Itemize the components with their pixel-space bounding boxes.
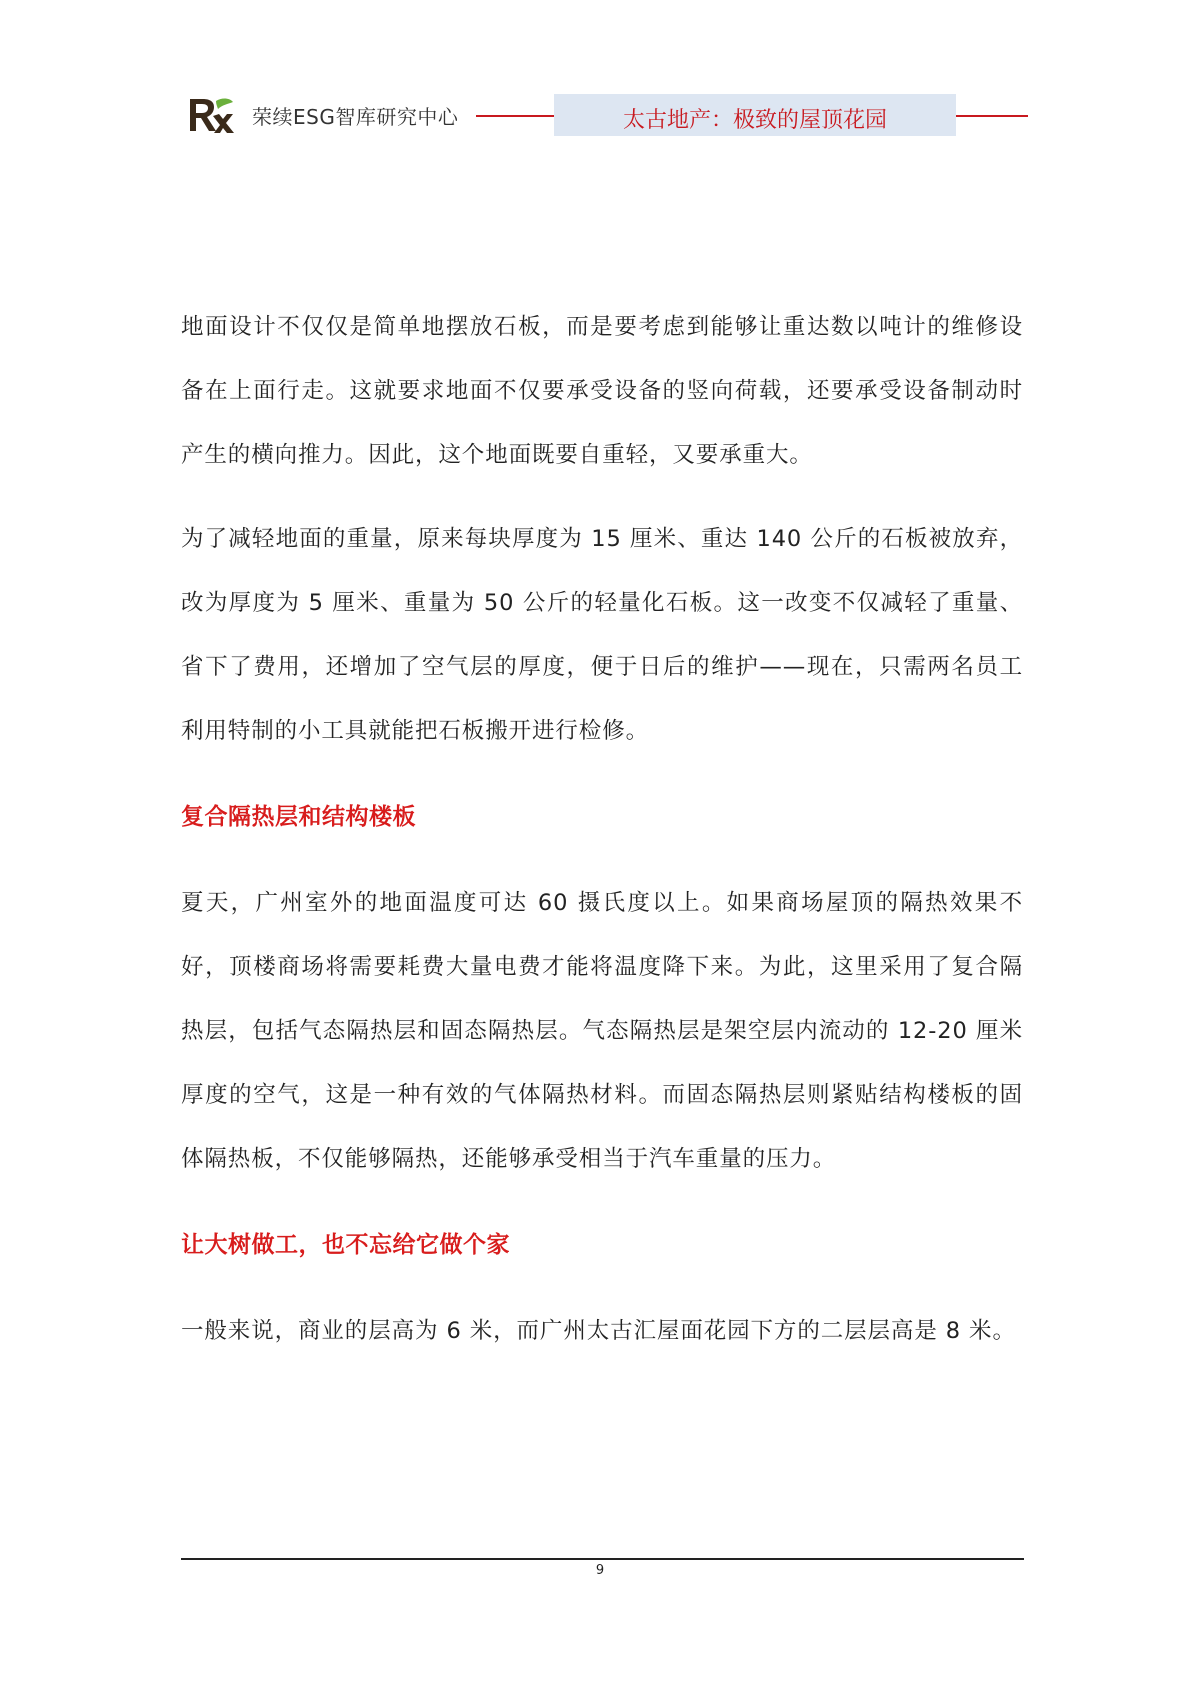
paragraph-2: 为了减轻地面的重量，原来每块厚度为 15 厘米、重达 140 公斤的石板被放弃，改为厚度为 5 厘米、重量为 50 公斤的轻量化石板。这一改变不仅减轻了重量、省下了费用，还增加了空气层的厚度，便于日后的维护——现在，只需两名员工利用特制的小工具就能把石板搬开进行检修。 bbox=[181, 526, 1023, 744]
footer-rule bbox=[181, 1558, 1024, 1560]
org-name: 荣续ESG智库研究中心 bbox=[252, 105, 459, 129]
section-heading-2: 让大树做工，也不忘给它做个家 bbox=[181, 1232, 510, 1258]
paragraph-1: 地面设计不仅仅是简单地摆放石板，而是要考虑到能够让重达数以吨计的维修设备在上面行走。这就要求地面不仅要承受设备的竖向荷载，还要承受设备制动时产生的横向推力。因此，这个地面既要自重轻，又要承重大。 bbox=[181, 314, 1023, 468]
page-header bbox=[186, 90, 1028, 140]
header-rule-right bbox=[956, 115, 1028, 117]
page-number: 9 bbox=[595, 1563, 605, 1578]
rx-logo-icon bbox=[186, 95, 236, 135]
document-title: 太古地产：极致的屋顶花园 bbox=[622, 108, 887, 133]
article-body bbox=[181, 295, 1023, 1363]
title-band bbox=[554, 94, 956, 136]
paragraph-3: 夏天，广州室外的地面温度可达 60 摄氏度以上。如果商场屋顶的隔热效果不好，顶楼商场将需要耗费大量电费才能将温度降下来。为此，这里采用了复合隔热层，包括气态隔热层和固态隔热层。气态隔热层是架空层内流动的 12-20 厘米厚度的空气，这是一种有效的气体隔热材料。而固态隔热层则紧贴结构楼板的固体隔热板，不仅能够隔热，还能够承受相当于汽车重量的压力。 bbox=[181, 890, 1023, 1172]
header-rule-left bbox=[476, 115, 560, 117]
section-heading-1: 复合隔热层和结构楼板 bbox=[181, 804, 416, 830]
paragraph-4: 一般来说，商业的层高为 6 米，而广州太古汇屋面花园下方的二层层高是 8 米。 bbox=[181, 1318, 1016, 1344]
